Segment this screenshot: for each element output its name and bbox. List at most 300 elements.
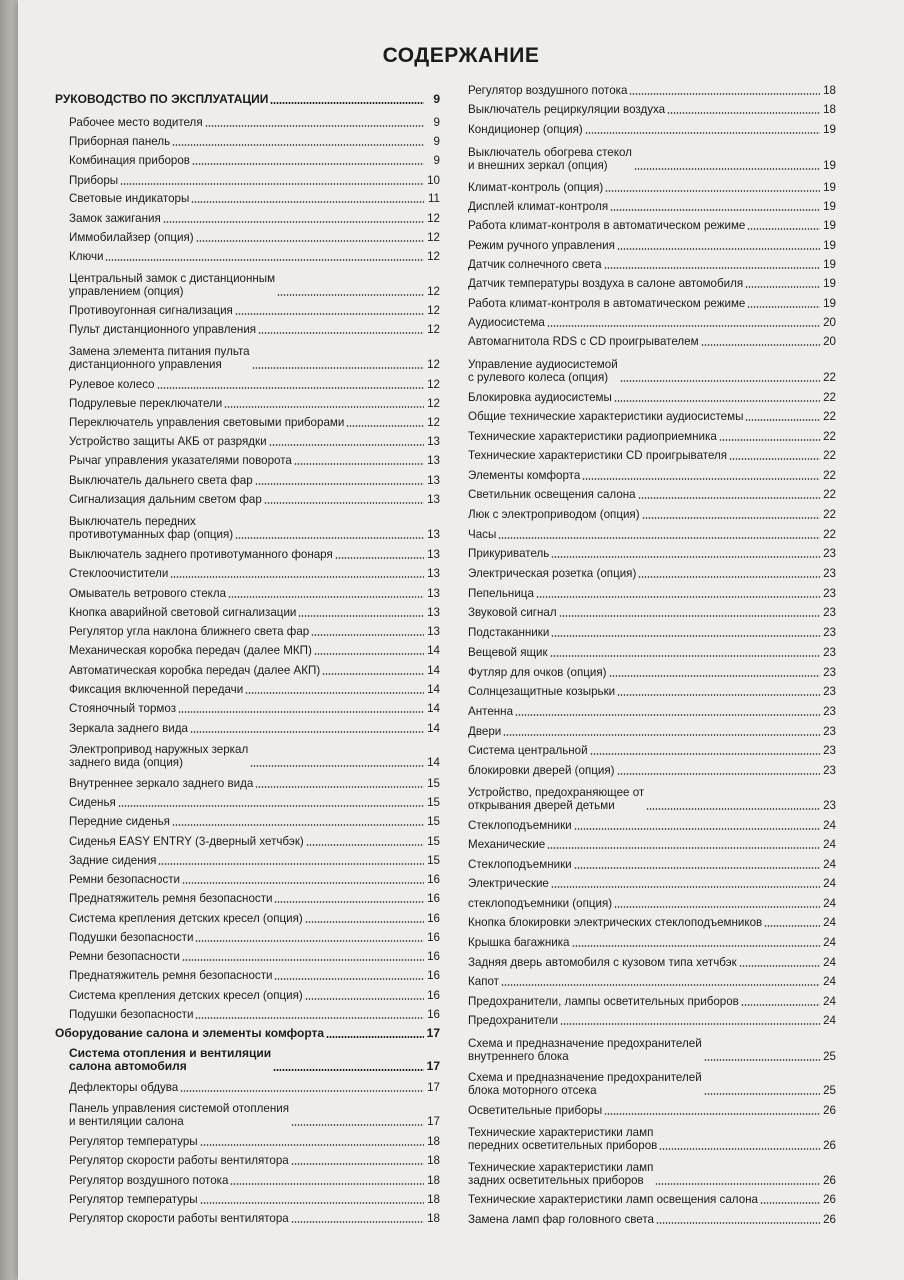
dot-leader xyxy=(667,112,820,114)
toc-entry-page-number: 16 xyxy=(427,950,440,963)
toc-entry-page-number: 23 xyxy=(823,685,836,698)
toc-entry-title: Система крепления детских кресел (опция) xyxy=(69,989,303,1002)
toc-entry-page-number: 12 xyxy=(427,416,440,429)
toc-entry-page-number: 23 xyxy=(823,705,836,718)
toc-entry-page-number: 23 xyxy=(823,646,836,659)
toc-entry-title: Вещевой ящик xyxy=(468,646,548,659)
dot-leader xyxy=(291,1124,424,1126)
toc-entry xyxy=(468,1035,836,1063)
toc-entry-page-number: 16 xyxy=(427,969,440,982)
dot-leader xyxy=(205,125,424,127)
toc-entry-title: Климат-контроль (опция) xyxy=(468,181,604,194)
toc-entry-title: Подстаканники xyxy=(468,626,550,639)
toc-entry-title: Преднатяжитель ремня безопасности xyxy=(69,892,273,905)
toc-entry-title: Регулятор угла наклона ближнего света фар xyxy=(69,625,310,638)
dot-leader xyxy=(638,497,820,499)
toc-entry-title: Внутреннее зеркало заднего вида xyxy=(69,777,254,790)
dot-leader xyxy=(200,1202,424,1204)
toc-entry xyxy=(468,1212,836,1226)
dot-leader xyxy=(269,444,424,446)
toc-entry xyxy=(468,684,836,698)
toc-entry-page-number: 24 xyxy=(823,995,836,1008)
toc-entry xyxy=(468,315,836,329)
toc-entry-page-number: 18 xyxy=(427,1212,440,1225)
toc-entry-title: стеклоподъемники (опция) xyxy=(468,897,613,910)
dot-leader xyxy=(551,635,820,637)
toc-entry xyxy=(55,1007,440,1021)
dot-leader xyxy=(617,773,820,775)
toc-entry-title: Задняя дверь автомобиля с кузовом типа хетчбэк xyxy=(468,956,737,969)
toc-entry xyxy=(55,303,440,317)
toc-entry-page-number: 12 xyxy=(427,397,440,410)
toc-entry-page-number: 18 xyxy=(823,84,836,97)
dot-leader xyxy=(192,163,424,165)
toc-entry xyxy=(468,409,836,423)
toc-entry-title: Замена элемента питания пульта дистанционного управления xyxy=(69,345,250,371)
toc-entry-page-number: 23 xyxy=(823,666,836,679)
toc-entry-title: Кнопка блокировки электрических стеклоподъемников xyxy=(468,916,763,929)
dot-leader xyxy=(274,978,424,980)
dot-leader xyxy=(306,844,424,846)
dot-leader xyxy=(747,228,820,230)
toc-entry xyxy=(55,586,440,600)
dot-leader xyxy=(638,576,820,578)
toc-entry xyxy=(55,624,440,638)
toc-entry-page-number: 14 xyxy=(427,644,440,657)
dot-leader xyxy=(547,847,820,849)
toc-entry-title: Приборы xyxy=(69,174,119,187)
toc-entry-title: Датчик солнечного света xyxy=(468,258,602,271)
dot-leader xyxy=(745,286,820,288)
toc-entry xyxy=(55,872,440,886)
toc-entry-title: Футляр для очков (опция) xyxy=(468,666,607,679)
dot-leader xyxy=(560,1023,820,1025)
toc-entry xyxy=(468,334,836,348)
toc-entry-title: Схема и предназначение предохранителей блока моторного отсека xyxy=(468,1071,702,1097)
toc-entry-page-number: 16 xyxy=(427,931,440,944)
toc-entry-title: Люк с электроприводом (опция) xyxy=(468,508,640,521)
toc-entry-title: Технические характеристики ламп задних осветительных приборов xyxy=(468,1161,654,1187)
dot-leader xyxy=(170,576,424,578)
toc-entry-page-number: 19 xyxy=(823,200,836,213)
toc-entry xyxy=(468,625,836,639)
toc-entry-page-number: 24 xyxy=(823,897,836,910)
toc-entry-page-number: 24 xyxy=(823,838,836,851)
toc-entry-page-number: 23 xyxy=(823,744,836,757)
toc-entry-title: Регулятор скорости работы вентилятора xyxy=(69,1154,289,1167)
toc-entry-page-number: 22 xyxy=(823,469,836,482)
toc-entry xyxy=(468,296,836,310)
toc-entry xyxy=(55,968,440,982)
toc-entry-page-number: 12 xyxy=(427,378,440,391)
dot-leader xyxy=(172,144,424,146)
toc-entry xyxy=(468,724,836,738)
toc-entry xyxy=(468,390,836,404)
toc-entry-title: Стеклоподъемники xyxy=(468,819,572,832)
toc-entry-title: Выключатель передних противотуманных фар (опция) xyxy=(69,515,234,541)
dot-leader xyxy=(190,731,424,733)
toc-entry-title: Работа климат-контроля в автоматическом режиме xyxy=(468,297,746,310)
toc-entry-title: Система отопления и вентиляции салона автомобиля xyxy=(69,1046,272,1073)
toc-entry-title: Переключатель управления световыми приборами xyxy=(69,416,345,429)
dot-leader xyxy=(551,886,820,888)
toc-entry xyxy=(55,173,440,187)
toc-entry xyxy=(55,1211,440,1225)
dot-leader xyxy=(335,557,424,559)
toc-entry-title: Пульт дистанционного управления xyxy=(69,323,257,336)
toc-entry xyxy=(468,238,836,252)
toc-entry-title: Замок зажигания xyxy=(69,212,161,225)
toc-entry xyxy=(55,415,440,429)
dot-leader xyxy=(572,945,821,947)
toc-entry xyxy=(468,586,836,600)
toc-entry-page-number: 13 xyxy=(427,474,440,487)
toc-entry-page-number: 20 xyxy=(823,316,836,329)
dot-leader xyxy=(118,805,424,807)
toc-entry-page-number: 22 xyxy=(823,488,836,501)
toc-entry-page-number: 9 xyxy=(433,116,440,129)
toc-entry-title: Кнопка аварийной световой сигнализации xyxy=(69,606,297,619)
toc-entry xyxy=(468,994,836,1008)
toc-entry-title: Электрическая розетка (опция) xyxy=(468,567,637,580)
toc-entry-page-number: 12 xyxy=(427,250,440,263)
toc-entry-page-number: 10 xyxy=(427,174,440,187)
toc-entry-title: Стояночный тормоз xyxy=(69,702,177,715)
toc-entry-page-number: 19 xyxy=(823,159,836,172)
toc-entry xyxy=(55,343,440,371)
dot-leader xyxy=(120,183,424,185)
toc-entry xyxy=(55,721,440,735)
toc-entry-page-number: 18 xyxy=(427,1193,440,1206)
toc-entry xyxy=(468,1159,836,1187)
toc-entry-page-number: 20 xyxy=(823,335,836,348)
toc-entry xyxy=(55,249,440,263)
dot-leader xyxy=(180,1090,424,1092)
toc-entry xyxy=(468,665,836,679)
toc-entry-title: Схема и предназначение предохранителей внутреннего блока xyxy=(468,1037,702,1063)
toc-entry-page-number: 15 xyxy=(427,796,440,809)
dot-leader xyxy=(501,984,820,986)
toc-entry xyxy=(468,915,836,929)
toc-entry-page-number: 18 xyxy=(427,1135,440,1148)
dot-leader xyxy=(659,1148,820,1150)
dot-leader xyxy=(609,675,820,677)
toc-entry-title: Режим ручного управления xyxy=(468,239,615,252)
toc-entry-title: Технические характеристики ламп освещения салона xyxy=(468,1193,758,1206)
toc-entry xyxy=(55,322,440,336)
toc-entry xyxy=(55,663,440,677)
toc-entry xyxy=(468,507,836,521)
toc-entry xyxy=(55,795,440,809)
toc-entry xyxy=(55,814,440,828)
toc-entry-title: блокировки дверей (опция) xyxy=(468,764,615,777)
toc-entry xyxy=(55,891,440,905)
toc-entry-title: Пепельница xyxy=(468,587,534,600)
toc-entry-page-number: 24 xyxy=(823,956,836,969)
dot-leader xyxy=(745,419,820,421)
dot-leader xyxy=(582,478,820,480)
dot-leader xyxy=(250,765,424,767)
dot-leader xyxy=(656,1222,820,1224)
toc-entry-page-number: 24 xyxy=(823,819,836,832)
toc-entry-page-number: 14 xyxy=(427,756,440,769)
toc-entry-title: Ремни безопасности xyxy=(69,873,181,886)
toc-entry xyxy=(468,144,836,172)
toc-entry xyxy=(468,83,836,97)
toc-entry-page-number: 12 xyxy=(427,323,440,336)
dot-leader xyxy=(252,367,424,369)
dot-leader xyxy=(741,1004,820,1006)
dot-leader xyxy=(559,615,820,617)
toc-entry-page-number: 26 xyxy=(823,1213,836,1226)
toc-entry xyxy=(55,1192,440,1206)
toc-entry-page-number: 16 xyxy=(427,989,440,1002)
toc-entry-title: Предохранители, лампы осветительных приборов xyxy=(468,995,739,1008)
toc-entry xyxy=(55,547,440,561)
toc-entry-title: Ключи xyxy=(69,250,104,263)
toc-entry xyxy=(55,1080,440,1094)
toc-entry-title: Ремни безопасности xyxy=(69,950,181,963)
toc-entry-page-number: 12 xyxy=(427,231,440,244)
toc-entry xyxy=(55,191,440,205)
toc-entry-title: Управление аудиосистемой с рулевого колеса (опция) xyxy=(468,358,618,384)
toc-entry-title: Приборная панель xyxy=(69,135,171,148)
toc-entry-page-number: 22 xyxy=(823,371,836,384)
toc-entry xyxy=(55,92,440,106)
toc-entry xyxy=(55,682,440,696)
toc-entry-page-number: 13 xyxy=(427,587,440,600)
toc-entry-title: Омыватель ветрового стекла xyxy=(69,587,227,600)
toc-entry-page-number: 13 xyxy=(427,567,440,580)
toc-entry xyxy=(55,492,440,506)
toc-entry xyxy=(55,453,440,467)
toc-entry-page-number: 19 xyxy=(823,239,836,252)
toc-entry xyxy=(55,396,440,410)
dot-leader xyxy=(605,190,820,192)
toc-entry-page-number: 25 xyxy=(823,1084,836,1097)
dot-leader xyxy=(547,325,820,327)
toc-entry-title: Блокировка аудиосистемы xyxy=(468,391,612,404)
toc-entry-page-number: 22 xyxy=(823,410,836,423)
toc-entry-title: Сиденья xyxy=(69,796,116,809)
toc-entry-page-number: 26 xyxy=(823,1174,836,1187)
dot-leader xyxy=(195,1017,424,1019)
dot-leader xyxy=(617,248,820,250)
toc-entry xyxy=(55,834,440,848)
toc-entry-title: Панель управления системой отопления и вентиляции салона xyxy=(69,1102,290,1128)
toc-entry-page-number: 18 xyxy=(427,1154,440,1167)
toc-entry-page-number: 26 xyxy=(823,1139,836,1152)
toc-entry-page-number: 24 xyxy=(823,975,836,988)
toc-entry-title: Сигнализация дальним светом фар xyxy=(69,493,262,506)
toc-entry-page-number: 24 xyxy=(823,877,836,890)
toc-entry-page-number: 13 xyxy=(427,548,440,561)
toc-entry-title: Работа климат-контроля в автоматическом режиме xyxy=(468,219,746,232)
toc-entry xyxy=(55,988,440,1002)
toc-entry xyxy=(468,1069,836,1097)
toc-entry xyxy=(468,704,836,718)
toc-entry-title: Дефлекторы обдува xyxy=(69,1081,179,1094)
toc-entry xyxy=(468,102,836,116)
dot-leader xyxy=(182,882,424,884)
dot-leader xyxy=(614,400,820,402)
dot-leader xyxy=(646,808,820,810)
dot-leader xyxy=(655,1183,820,1185)
toc-entry xyxy=(55,115,440,129)
toc-entry xyxy=(468,1124,836,1152)
dot-leader xyxy=(704,1093,820,1095)
toc-entry-page-number: 22 xyxy=(823,391,836,404)
toc-entry-title: Звуковой сигнал xyxy=(468,606,557,619)
toc-entry-title: Кондиционер (опция) xyxy=(468,123,583,136)
toc-entry-title: РУКОВОДСТВО ПО ЭКСПЛУАТАЦИИ xyxy=(55,92,269,106)
toc-entry xyxy=(55,776,440,790)
dot-leader xyxy=(747,306,820,308)
toc-entry xyxy=(55,230,440,244)
toc-entry xyxy=(55,377,440,391)
dot-leader xyxy=(277,294,424,296)
dot-leader xyxy=(701,344,820,346)
dot-leader xyxy=(326,1036,424,1038)
toc-entry xyxy=(55,211,440,225)
dot-leader xyxy=(255,786,424,788)
toc-entry-title: Центральный замок с дистанционным управлением (опция) xyxy=(69,272,276,298)
toc-entry-title: Дисплей климат-контроля xyxy=(468,200,609,213)
toc-entry-title: Механическая коробка передач (далее МКП) xyxy=(69,644,312,657)
toc-entry-page-number: 19 xyxy=(823,123,836,136)
toc-entry xyxy=(468,935,836,949)
toc-entry-title: Подрулевые переключатели xyxy=(69,397,223,410)
toc-entry-title: Электрические xyxy=(468,877,549,890)
toc-entry-title: Датчик температуры воздуха в салоне автомобиля xyxy=(468,277,744,290)
toc-entry-title: Стеклоочистители xyxy=(69,567,169,580)
toc-entry-page-number: 22 xyxy=(823,449,836,462)
dot-leader xyxy=(729,458,820,460)
dot-leader xyxy=(764,925,820,927)
dot-leader xyxy=(590,753,820,755)
toc-entry-page-number: 9 xyxy=(433,154,440,167)
toc-entry xyxy=(55,513,440,541)
toc-entry-title: Оборудование салона и элементы комфорта xyxy=(55,1026,325,1040)
toc-entry xyxy=(468,429,836,443)
toc-entry-title: Выключатель заднего противотуманного фонаря xyxy=(69,548,333,561)
toc-entry-page-number: 19 xyxy=(823,219,836,232)
toc-entry-page-number: 12 xyxy=(427,304,440,317)
dot-leader xyxy=(298,615,424,617)
toc-entry xyxy=(468,818,836,832)
toc-entry-title: Автоматическая коробка передач (далее АКП) xyxy=(69,664,321,677)
toc-entry-page-number: 23 xyxy=(823,587,836,600)
toc-entry-page-number: 15 xyxy=(427,815,440,828)
dot-leader xyxy=(224,406,424,408)
toc-entry-page-number: 18 xyxy=(823,103,836,116)
toc-entry xyxy=(468,1103,836,1117)
dot-leader xyxy=(719,439,820,441)
toc-entry-title: Выключатель рециркуляции воздуха xyxy=(468,103,666,116)
toc-entry-title: Автомагнитола RDS с CD проигрывателем xyxy=(468,335,699,348)
dot-leader xyxy=(574,828,820,830)
toc-entry-page-number: 23 xyxy=(823,799,836,812)
book-binding-shadow xyxy=(0,0,18,1280)
toc-entry-title: Передние сиденья xyxy=(69,815,170,828)
toc-entry xyxy=(55,930,440,944)
dot-leader xyxy=(617,694,820,696)
dot-leader xyxy=(235,537,424,539)
toc-entry-page-number: 12 xyxy=(427,358,440,371)
toc-entry xyxy=(468,546,836,560)
dot-leader xyxy=(311,634,424,636)
dot-leader xyxy=(604,1113,820,1115)
toc-entry-page-number: 15 xyxy=(427,777,440,790)
dot-leader xyxy=(291,1221,424,1223)
toc-entry xyxy=(468,876,836,890)
dot-leader xyxy=(195,940,424,942)
toc-entry-title: Противоугонная сигнализация xyxy=(69,304,233,317)
toc-entry-title: Подушки безопасности xyxy=(69,1008,194,1021)
toc-entry-title: Регулятор скорости работы вентилятора xyxy=(69,1212,289,1225)
toc-entry xyxy=(468,448,836,462)
toc-entry-title: Осветительные приборы xyxy=(468,1104,603,1117)
toc-entry-title: Подушки безопасности xyxy=(69,931,194,944)
toc-entry xyxy=(468,763,836,777)
toc-entry-page-number: 13 xyxy=(427,606,440,619)
toc-entry xyxy=(55,949,440,963)
toc-entry xyxy=(55,853,440,867)
toc-entry-page-number: 25 xyxy=(823,1050,836,1063)
toc-entry-title: Технические характеристики ламп передних осветительных приборов xyxy=(468,1126,658,1152)
toc-entry xyxy=(468,199,836,213)
dot-leader xyxy=(346,425,424,427)
toc-entry-page-number: 23 xyxy=(823,626,836,639)
toc-entry xyxy=(55,911,440,925)
toc-entry xyxy=(55,1100,440,1128)
toc-entry xyxy=(468,1013,836,1027)
toc-entry-title: Система крепления детских кресел (опция) xyxy=(69,912,303,925)
toc-entry-page-number: 14 xyxy=(427,664,440,677)
toc-entry xyxy=(468,566,836,580)
toc-entry-page-number: 14 xyxy=(427,702,440,715)
toc-entry-title: Крышка багажника xyxy=(468,936,570,949)
dot-leader xyxy=(158,863,424,865)
toc-entry xyxy=(468,180,836,194)
toc-entry-title: Светильник освещения салона xyxy=(468,488,636,501)
dot-leader xyxy=(264,502,424,504)
toc-entry-page-number: 19 xyxy=(823,258,836,271)
toc-entry-title: Электропривод наружных зеркал заднего вида (опция) xyxy=(69,743,249,769)
document-page xyxy=(18,0,904,1280)
toc-entry-page-number: 9 xyxy=(433,135,440,148)
toc-entry-page-number: 19 xyxy=(823,297,836,310)
toc-entry xyxy=(468,743,836,757)
dot-leader xyxy=(536,596,820,598)
dot-leader xyxy=(629,93,820,95)
toc-entry-page-number: 16 xyxy=(427,912,440,925)
toc-entry-page-number: 13 xyxy=(427,493,440,506)
dot-leader xyxy=(255,483,424,485)
toc-entry xyxy=(55,1026,440,1040)
toc-entry-page-number: 22 xyxy=(823,508,836,521)
toc-entry-title: Рычаг управления указателями поворота xyxy=(69,454,292,467)
toc-entry-title: Предохранители xyxy=(468,1014,559,1027)
toc-entry xyxy=(468,257,836,271)
toc-entry-page-number: 15 xyxy=(427,854,440,867)
toc-entry-page-number: 23 xyxy=(823,764,836,777)
toc-entry xyxy=(468,857,836,871)
toc-entry-page-number: 13 xyxy=(427,528,440,541)
toc-entry-title: Регулятор температуры xyxy=(69,1193,198,1206)
dot-leader xyxy=(614,906,820,908)
toc-entry xyxy=(55,270,440,298)
